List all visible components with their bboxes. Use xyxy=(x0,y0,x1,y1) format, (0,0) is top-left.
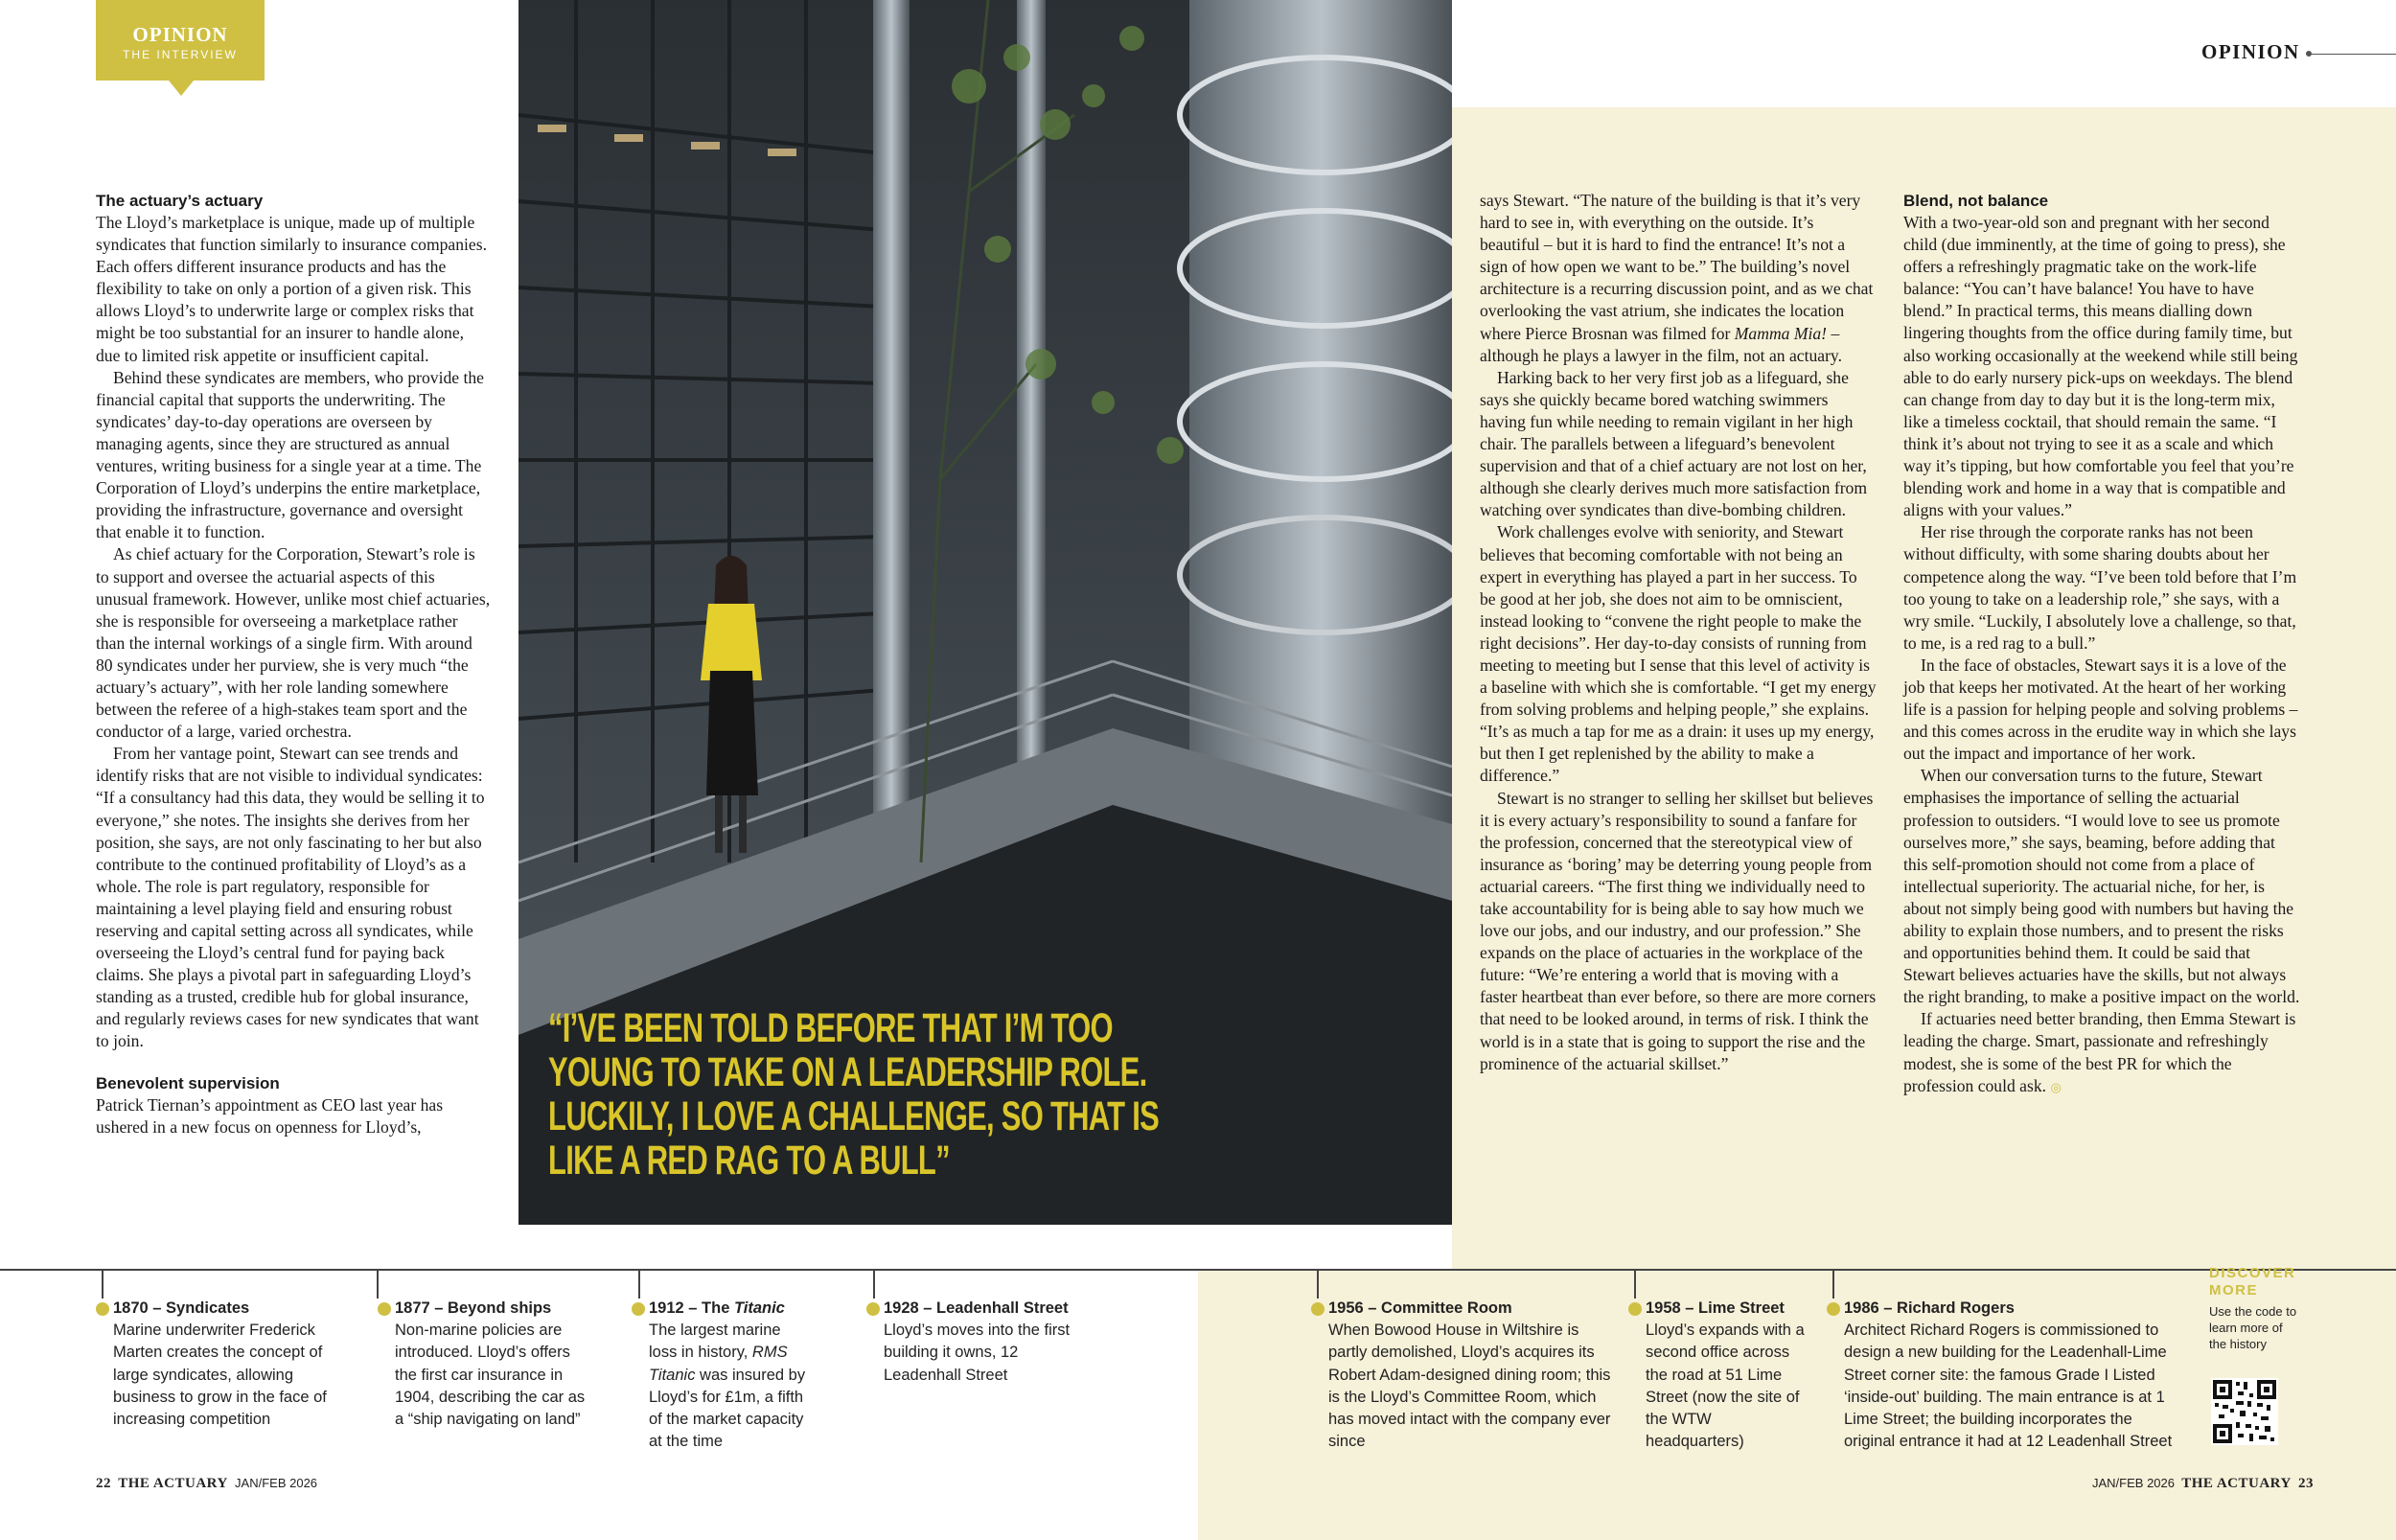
timeline-event-title: 1956 – Committee Room xyxy=(1311,1298,1616,1320)
pull-quote: “I’VE BEEN TOLD BEFORE THAT I’M TOO YOUNG TO TAKE ON A LEADERSHIP ROLE. LUCKILY, I LOVE A CHALLENGE, SO THAT IS LIKE A RED RAG TO A BULL” xyxy=(548,1005,1160,1184)
paragraph: Stewart is no stranger to selling her skillset but believes it is every actuary’s responsibility to sound a fanfare for the profession, concerned that the stereotypical view of insurance as ‘boring’ may be deterring young people from actuarial careers. “The first thing we individually need to take accountability for is being able to say how much we love our jobs, and our industry, and our profession.” She expands on the place of actuaries in the workplace of the future: “We’re entering a world that is moving with a faster heartbeat than ever before, so there are more corners that need to be looked around, in terms of risk. I think the world is in a state that is going to support the rise and the prominence of the actuarial skillset.” xyxy=(1480,788,1877,1073)
timeline-event xyxy=(395,1298,587,1431)
section-label-right: OPINION xyxy=(2201,40,2300,63)
timeline-event-title: 1986 – Richard Rogers xyxy=(1827,1298,2184,1320)
section-tag-title: OPINION xyxy=(132,23,228,46)
issue-date-right: JAN/FEB 2026 xyxy=(2092,1476,2175,1490)
timeline-event-text: Lloyd’s expands with a second office across the road at 51 Lime Street (now the site of the WTW headquarters) xyxy=(1646,1322,1805,1451)
folio-left xyxy=(96,1476,317,1492)
page-number-right: 23 xyxy=(2298,1476,2315,1491)
timeline-tick xyxy=(377,1270,379,1299)
subheading-benevolent-supervision: Benevolent supervision xyxy=(96,1073,280,1092)
timeline-event xyxy=(113,1298,334,1431)
timeline-event-text: When Bowood House in Wiltshire is partly demolished, Lloyd’s acquires its Robert Adam-designed dining room; this is the Lloyd’s Committee Room, which has moved intact with the company ever since xyxy=(1328,1322,1611,1451)
paragraph xyxy=(1903,1008,2300,1097)
timeline-event-text: Lloyd’s moves into the first building it owns, 12 Leadenhall Street xyxy=(884,1322,1071,1384)
paragraph: From her vantage point, Stewart can see trends and identify risks that are not visible to individual syndicates: “If a consultancy had this data, they would be selling it to everyone,” she notes. The insights she derives from her position, she says, are not only fascinating to her but also contribute to the continued profitability of Lloyd’s as a whole. The role is part regulatory, responsible for maintaining a level playing field and ensuring robust reserving and capital setting across all syndicates, while overseeing the Lloyd’s central fund for paying back claims. She plays a pivotal part in safeguarding Lloyd’s standing as a trusted, credible hub for global insurance, and regularly reviews cases for new syndicates that want to join. xyxy=(96,744,485,1051)
timeline-event xyxy=(1844,1298,2184,1453)
magazine-brand-right: THE ACTUARY xyxy=(2181,1476,2292,1491)
end-mark-icon: ◎ xyxy=(2050,1079,2062,1094)
film-title: Mamma Mia! xyxy=(1734,323,1828,343)
timeline-tick xyxy=(1832,1270,1834,1299)
timeline-event xyxy=(884,1298,1075,1387)
article-column-3 xyxy=(1903,190,2300,1098)
paragraph-text: – although he plays a lawyer in the film, not an actuary. xyxy=(1480,323,1842,365)
timeline-dot-icon xyxy=(1311,1302,1325,1316)
timeline-dot-icon xyxy=(96,1302,109,1316)
timeline-tick xyxy=(1634,1270,1636,1299)
timeline-event xyxy=(649,1298,812,1453)
article-column-2 xyxy=(1480,190,1877,1075)
timeline-event-text: The largest marine loss in history, RMS Titanic was insured by Lloyd’s for £1m, a fifth of the market capacity at the time xyxy=(649,1322,806,1451)
timeline-event-title: 1877 – Beyond ships xyxy=(378,1298,587,1320)
timeline-tick xyxy=(873,1270,875,1299)
paragraph: With a two-year-old son and pregnant with her second child (due imminently, at the time of going to press), she offers a refreshingly pragmatic take on the work-life balance: “You can’t have balance! You have to have blend.” In practical terms, this means dialling down lingering thoughts from the office during family time, but also working occasionally at the weekend while still being able to do early nursery pick-ups on weekdays. The blend can change from day to day but it is the long-term mix, like a timeless cocktail, that should remain the same. “I think it’s about not trying to see it as a scale and which way it’s tipping, but how comfortable you feel that you’re blending work and home in a way that is compatible and aligns with your values.” xyxy=(1903,213,2298,520)
subheading-blend-not-balance: Blend, not balance xyxy=(1903,192,2049,210)
paragraph xyxy=(1480,190,1877,367)
discover-heading: DISCOVER MORE xyxy=(2209,1265,2296,1299)
paragraph-text: If actuaries need better branding, then Emma Stewart is leading the charge. Smart, passionate and refreshingly modest, she is some of the best PR for which the profession could ask. xyxy=(1903,1009,2296,1095)
paragraph: Work challenges evolve with seniority, and Stewart believes that becoming comfortable with not being an expert in everything has played a part in her success. To be good at her job, she does not aim to be omniscient, instead looking to “convene the right people to make the right decisions”. Her day-to-day consists of running from meeting to meeting but I sense that this level of activity is a baseline with which she is comfortable. “I get my energy from solving problems and helping people,” she explains. “It’s as much a tap for me as a drain: it uses up my energy, but then I get replenished by the ability to make a difference.” xyxy=(1480,522,1877,786)
section-tag xyxy=(96,0,265,80)
timeline-rule xyxy=(0,1269,2396,1271)
paragraph: The Lloyd’s marketplace is unique, made up of multiple syndicates that function similarly to insurance companies. Each offers different insurance products and has the flexibility to take on only a portion of a given risk. This allows Lloyd’s to underwrite large or complex risks that might be too substantial for an insurer to handle alone, due to limited risk appetite or insufficient capital. xyxy=(96,213,487,365)
timeline-tick xyxy=(638,1270,640,1299)
paragraph: Harking back to her very first job as a lifeguard, she says she quickly became bored watching swimmers having fun while needing to remain vigilant in her high chair. The parallels between a lifeguard’s benevolent supervision and that of a chief actuary are not lost on her, although she clearly derives much more satisfaction from watching over syndicates than dive-bombing children. xyxy=(1480,367,1868,520)
issue-date-left: JAN/FEB 2026 xyxy=(235,1476,318,1490)
timeline-tick xyxy=(102,1270,104,1299)
timeline-event-title: 1928 – Leadenhall Street xyxy=(866,1298,1075,1320)
timeline-event xyxy=(1646,1298,1809,1453)
tag-pointer xyxy=(169,80,194,96)
timeline-event-text: Architect Richard Rogers is commissioned to design a new building for the Leadenhall-Lime Street corner site: the famous Grade I Listed ‘inside-out’ building. The main entrance is at 1 Lime Street; the building incorporates the original entrance it had at 12 Leadenhall Street xyxy=(1844,1322,2173,1451)
folio-right xyxy=(2092,1476,2314,1492)
timeline-dot-icon xyxy=(1628,1302,1642,1316)
paragraph-text: says Stewart. “The nature of the building is that it’s very hard to see in, with everything on the outside. It’s beautiful – but it is hard to find the entrance! It’s not a sign of how open we want to be.” The building’s novel architecture is a recurring discussion point, and as we chat overlooking the vast atrium, she indicates the location where Pierce Brosnan was filmed for xyxy=(1480,191,1874,343)
page-number-left: 22 xyxy=(96,1476,111,1491)
qr-code-icon[interactable] xyxy=(2211,1378,2278,1445)
section-tag-subtitle: THE INTERVIEW xyxy=(123,48,238,61)
paragraph: Patrick Tiernan’s appointment as CEO last year has ushered in a new focus on openness for Lloyd’s, xyxy=(96,1094,444,1137)
section-label-rule xyxy=(2310,54,2396,55)
article-column-1 xyxy=(96,190,491,1138)
timeline-tick xyxy=(1317,1270,1319,1299)
timeline-event-text: Non-marine policies are introduced. Lloyd’s offers the first car insurance in 1904, describing the car as a “ship navigating on land” xyxy=(395,1322,586,1429)
timeline-event xyxy=(1328,1298,1616,1453)
paragraph: Her rise through the corporate ranks has not been without difficulty, with some sharing doubts about her competence along the way. “I’ve been told before that I’m too young to take on a leadership role,” she says, with a wry smile. “Luckily, I absolutely love a challenge, so that, to me, is a red rag to a bull.” xyxy=(1903,522,2297,653)
paragraph: When our conversation turns to the future, Stewart emphasises the importance of selling the actuarial profession to outsiders. “I would love to see us promote ourselves more,” she says, beaming, before adding that this self-promotion should not come from a place of intellectual superiority. The actuarial niche, for her, is about not simply being good with numbers but having the ability to explain those numbers, and to present the risks and opportunities behind them. It could be said that Stewart believes actuaries have the skills, but not always the right branding, to make a positive impact on the world. xyxy=(1903,766,2300,1007)
timeline-event-text: Marine underwriter Frederick Marten creates the concept of large syndicates, allowing business to grow in the face of increasing competition xyxy=(113,1322,327,1429)
timeline-dot-icon xyxy=(632,1302,645,1316)
timeline-event-title: 1958 – Lime Street xyxy=(1628,1298,1809,1320)
subheading-actuarys-actuary: The actuary’s actuary xyxy=(96,192,264,210)
discover-more xyxy=(2209,1265,2297,1352)
timeline-event-title: 1912 – The Titanic xyxy=(632,1298,812,1320)
discover-text: Use the code to learn more of the history xyxy=(2209,1304,2297,1351)
magazine-brand-left: THE ACTUARY xyxy=(118,1476,228,1491)
timeline-dot-icon xyxy=(378,1302,391,1316)
paragraph: In the face of obstacles, Stewart says it is a love of the job that keeps her motivated. At the heart of her working life is a passion for helping people and solving problems – and this comes across in the erudite way in which she lays out the impact and importance of her work. xyxy=(1903,655,2298,764)
paragraph: Behind these syndicates are members, who provide the financial capital that supports the underwriting. The syndicates’ day-to-day operations are overseen by managing agents, since they are structured as annual ventures, writing business for a single year at a time. The Corporation of Lloyd’s underpins the entire marketplace, providing the infrastructure, governance and oversight that enable it to function. xyxy=(96,367,484,542)
timeline-dot-icon xyxy=(1827,1302,1840,1316)
timeline-dot-icon xyxy=(866,1302,880,1316)
paragraph: As chief actuary for the Corporation, Stewart’s role is to support and oversee the actuarial aspects of this unusual framework. However, unlike most chief actuaries, she is responsible for overseeing a marketplace rather than the internal workings of a single firm. With around 80 syndicates under her purview, she is very much “the actuary’s actuary”, with her role landing somewhere between the referee of a high-stakes team sport and the conductor of a large, varied orchestra. xyxy=(96,544,491,742)
timeline-event-title: 1870 – Syndicates xyxy=(96,1298,334,1320)
